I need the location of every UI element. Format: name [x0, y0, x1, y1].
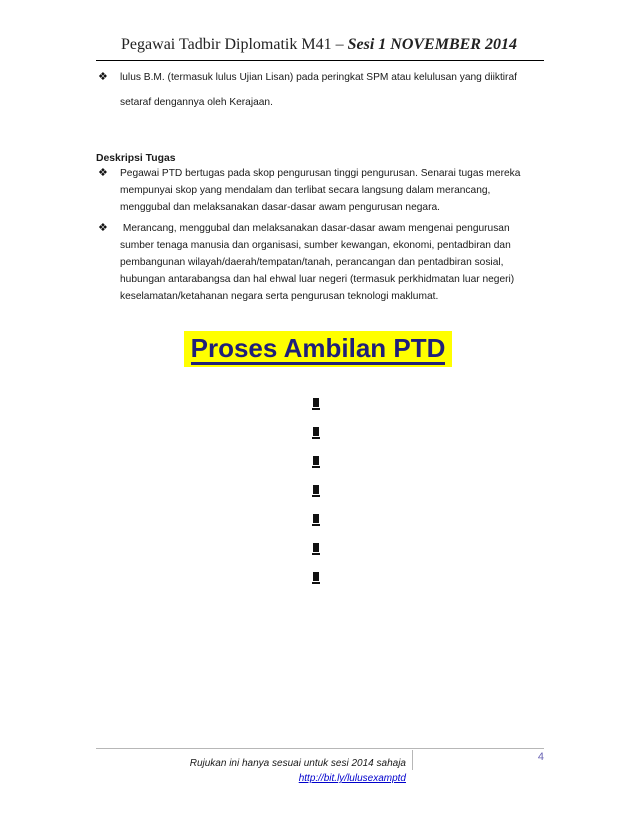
empty-bullet-mark	[313, 543, 319, 552]
page-header	[0, 36, 638, 54]
header-rule	[96, 60, 544, 61]
duty-bullet-2	[98, 220, 558, 306]
duty-bullet-2-line: sumber tenaga manusia dan organisasi, sumber kewangan, ekonomi, pentadbiran dan	[120, 240, 511, 251]
diamond-bullet-icon: ❖	[98, 222, 108, 234]
duty-bullet-2-line: hubungan antarabangsa dan hal ehwal luar negeri (termasuk perkhidmatan luar negeri)	[120, 274, 515, 285]
empty-bullet-mark	[313, 485, 319, 494]
footer-note: Rujukan ini hanya sesuai untuk sesi 2014 sahaja	[189, 758, 406, 769]
header-session-date: Sesi 1 NOVEMBER 2014	[347, 36, 517, 53]
footer-link[interactable]: http://bit.ly/lulusexamptd	[298, 773, 406, 784]
top-bullet	[98, 69, 558, 109]
footer-rule	[96, 748, 544, 749]
diamond-bullet-icon: ❖	[98, 71, 108, 83]
empty-bullet-mark	[313, 514, 319, 523]
title-banner	[184, 331, 452, 367]
duty-bullet-1-line: menggubal dan melaksanakan dasar-dasar awam pengurusan negara.	[120, 202, 440, 213]
top-bullet-line-2: setaraf dengannya oleh Kerajaan.	[120, 97, 273, 108]
duty-bullet-1-line: mempunyai skop yang mendalam dan terlibat secara langsung dalam merancang,	[120, 185, 491, 196]
empty-bullet-mark	[313, 427, 319, 436]
top-bullet-line-1: lulus B.M. (termasuk lulus Ujian Lisan) pada peringkat SPM atau kelulusan yang diiktiraf	[120, 72, 517, 83]
duty-bullet-1-line: Pegawai PTD bertugas pada skop pengurusan tinggi pengurusan. Senarai tugas mereka	[120, 168, 521, 179]
footer-divider	[412, 750, 413, 770]
duty-bullet-2-line: Merancang, menggubal dan melaksanakan dasar-dasar awam mengenai pengurusan	[120, 223, 510, 234]
duty-bullet-2-line: keselamatan/ketahanan negara serta pengurusan teknologi maklumat.	[120, 291, 439, 302]
page-number: 4	[537, 751, 544, 763]
empty-bullet-mark	[313, 398, 319, 407]
header-title: Pegawai Tadbir Diplomatik M41 –	[121, 36, 348, 53]
diamond-bullet-icon: ❖	[98, 167, 108, 179]
duty-bullet-2-line: pembangunan wilayah/daerah/tempatan/tanah, perancangan dan pentadbiran sosial,	[120, 257, 504, 268]
title-banner-text: Proses Ambilan PTD	[190, 332, 446, 363]
section-heading: Deskripsi Tugas	[96, 153, 176, 164]
empty-bullet-mark	[313, 572, 319, 581]
empty-bullet-mark	[313, 456, 319, 465]
duty-bullet-1	[98, 165, 558, 217]
